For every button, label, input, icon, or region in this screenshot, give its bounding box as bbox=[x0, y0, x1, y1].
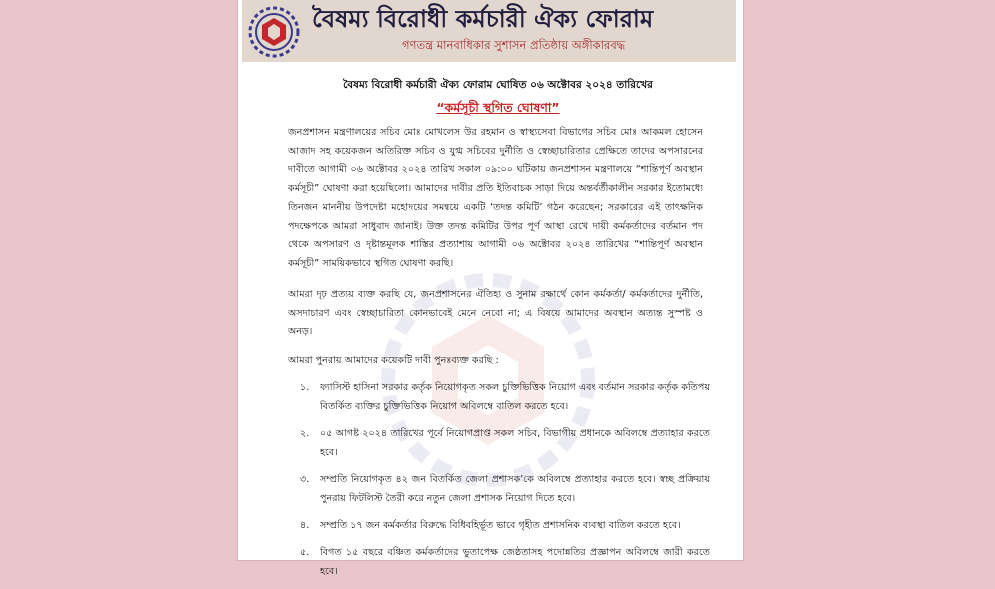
org-logo-icon bbox=[246, 4, 302, 60]
list-item-number: ৪. bbox=[300, 520, 310, 531]
document-page bbox=[238, 0, 743, 577]
org-tagline: গণতন্ত্র মানবাধিকার সুশাসন প্রতিষ্ঠায় অঙ্গীকারবদ্ধ bbox=[402, 38, 626, 52]
list-item-text: বিগত ১৫ বছরে বঞ্চিত কর্মকর্তাদের ভুতাপেক্ষ জেষ্ঠতাসহ পদোন্নতির প্রজ্ঞাপন অবিলম্বে জারী করতে হবে। bbox=[320, 547, 710, 577]
org-name: বৈষম্য বিরোধী কর্মচারী ঐক্য ফোরাম bbox=[312, 4, 654, 33]
list-item-number: ৫. bbox=[300, 547, 310, 558]
list-item bbox=[300, 470, 710, 508]
paragraph-2: আমরা দৃঢ় প্রত্যয় ব্যক্ত করছি যে, জনপ্রশাসনের ঐতিহ্য ও সুনাম রক্ষার্থে কোন কর্মকর্তা/ কর্মকর্তাদের দুর্নীতি, অসদাচারণ এবং স্বেচ্ছাচারিতা কোনভাবেই মেনে নেবো না; এ বিষয়ে আমাদের অবস্থান অত্যন্ত সুস্পষ্ট ও অনড়। bbox=[288, 289, 703, 338]
list-item-number: ২. bbox=[300, 428, 310, 439]
document-heading: বৈষম্য বিরোধী কর্মচারী ঐক্য ফোরাম ঘোষিত ০৬ অক্টোবর ২০২৪ তারিখের bbox=[343, 79, 653, 91]
document-subheading: “কর্মসূচী স্থগিত ঘোষণা” bbox=[436, 100, 560, 115]
demands-list bbox=[300, 378, 710, 589]
list-item bbox=[300, 543, 710, 581]
list-item bbox=[300, 424, 710, 462]
paragraph-3: আমরা পুনরায় আমাদের কয়েকটি দাবী পুনঃব্যক্ত করছি : bbox=[288, 355, 499, 366]
list-item-text: সম্প্রতি ১৭ জন কর্মকর্তার বিরুদ্ধে বিধিবহির্ভূত ভাবে গৃহীত প্রশাসনিক ব্যবস্থা বাতিল করতে হবে। bbox=[320, 520, 681, 531]
list-item bbox=[300, 378, 710, 416]
list-item-text: ফ্যাসিস্ট হাসিনা সরকার কর্তৃক নিয়োগকৃত সকল চুক্তিভিত্তিক নিয়োগ এবং বর্তমান সরকার কর্তৃক কতিপয় বিতর্কিত ব্যক্তির চুক্তিভিত্তিক নিয়োগ অবিলম্বে বাতিল করতে হবে। bbox=[320, 382, 711, 412]
list-item-text: ০৫ আগষ্ট ২০২৪ তারিখের পূর্বে নিয়োগপ্রাপ্ত সকল সচিব, বিভাগীয় প্রধানকে অবিলম্বে প্রত্যাহার করতে হবে। bbox=[320, 428, 710, 458]
list-item-number: ৩. bbox=[300, 474, 310, 485]
list-item-number: ১. bbox=[300, 382, 310, 393]
paragraph-1: জনপ্রশাসন মন্ত্রণালয়ের সচিব মোঃ মোখলেস উর রহমান ও স্বাস্থ্যসেবা বিভাগের সচিব মোঃ আকমল হোসেন আজাদ সহ কয়েকজন অতিরিক্ত সচিব ও যুগ্ম সচিবের দুর্নীতি ও স্বেচ্ছাচারিতার প্রেক্ষিতে তাদের অপসারনের দাবীতে আগামী ০৬ অক্টোবর ২০২৪ তারিখ সকাল ০৯:০০ ঘটিকায় জনপ্রশাসন মন্ত্রণালয়ে “শান্তিপূর্ণ অবস্থান কর্মসূচী” ঘোষণা করা হয়েছিলো। আমাদের দাবীর প্রতি ইতিবাচক সাড়া দিয়ে অন্তর্বর্তীকালীন সরকার ইতোমধ্যে তিনজন মাননীয় উপদেষ্টা মহোদয়ের সমন্বয়ে একটি ‘তদন্ত কমিটি’ গঠন করেছেন; সরকারের এই তাৎক্ষনিক পদক্ষেপকে আমরা সাধুবাদ জানাই। উক্ত তদন্ত কমিটির উপর পূর্ণ আস্থা রেখে দায়ী কর্মকর্তাদের বর্তমান পদ থেকে অপসারণ ও দৃষ্টান্তমূলক শাস্তির প্রত্যাশায় আগামী ০৬ অক্টোবর ২০২৪ তারিখের “শান্তিপূর্ণ অবস্থান কর্মসূচী” সাময়িকভাবে স্থগিত ঘোষণা করছি। bbox=[288, 127, 703, 269]
letterhead-banner bbox=[242, 0, 736, 62]
list-item-text: সম্প্রতি নিয়োগকৃত ৪২ জন বিতর্কিত জেলা প্রশাসক’কে অবিলম্বে প্রত্যাহার করতে হবে। স্বচ্ছ প্রক্রিয়ায় পুনরায় ফিটলিস্ট তৈরী করে নতুন জেলা প্রশাসক নিয়োগ দিতে হবে। bbox=[320, 474, 710, 504]
list-item bbox=[300, 516, 710, 535]
